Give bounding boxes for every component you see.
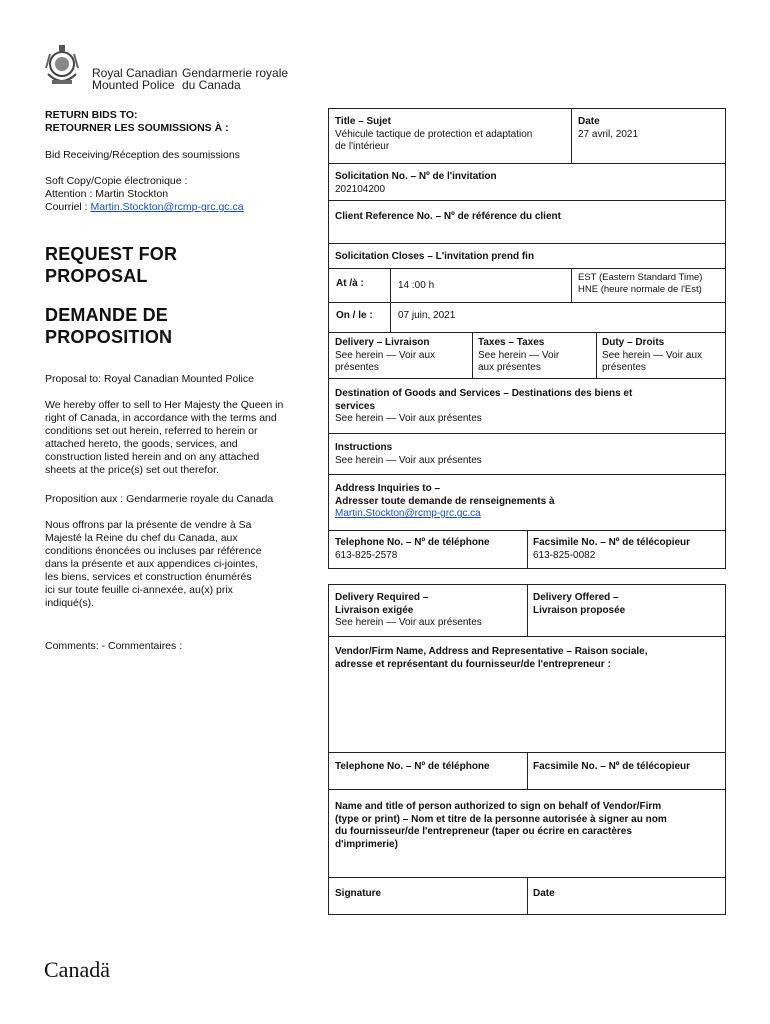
soft-copy-label: Soft Copy/Copie électronique : bbox=[45, 175, 188, 187]
instructions-cell bbox=[335, 442, 482, 467]
taxes-label: Taxes – Taxes bbox=[478, 337, 545, 348]
org-name-en-line1: Royal Canadian bbox=[92, 66, 178, 80]
proposal-to: Proposal to: Royal Canadian Mounted Police bbox=[45, 373, 254, 385]
return-bids-line1: RETURN BIDS TO: bbox=[45, 109, 138, 121]
divider bbox=[571, 108, 572, 163]
address-label-line2: Adresser toute demande de renseignements à bbox=[335, 495, 555, 507]
return-bids-heading bbox=[45, 109, 229, 135]
delivery-cell bbox=[335, 337, 435, 375]
offer-fr-line: ici sur toute feuille ci-annexée, au(x) prix bbox=[45, 584, 233, 596]
offer-en-line: right of Canada, in accordance with the terms and bbox=[45, 412, 277, 424]
offer-en-line: attached hereto, the goods, services, and bbox=[45, 438, 238, 450]
org-name-en bbox=[92, 67, 177, 91]
divider bbox=[328, 243, 726, 244]
offer-fr-line: Nous offrons par la présente de vendre à Sa bbox=[45, 519, 252, 531]
ddp-line2: PROPOSITION bbox=[45, 327, 173, 347]
authorized-line1: Name and title of person authorized to sign on behalf of Vendor/Firm bbox=[335, 801, 662, 812]
authorized-person-cell[interactable] bbox=[335, 801, 667, 851]
divider bbox=[328, 789, 726, 790]
delivery-required-label-line1: Delivery Required – bbox=[335, 592, 429, 603]
divider bbox=[527, 877, 528, 915]
delivery-value-line1: See herein — Voir aux bbox=[335, 349, 436, 361]
authorized-line2: (type or print) – Nom et titre de la personne autorisée à signer au nom bbox=[335, 813, 667, 825]
address-inquiries-cell bbox=[335, 483, 555, 521]
divider bbox=[527, 584, 528, 636]
org-name-fr bbox=[182, 67, 288, 91]
offer-en-line: sheets at the price(s) set out therefor. bbox=[45, 464, 219, 476]
offer-en-paragraph bbox=[45, 399, 315, 477]
offer-fr-line: Majesté la Reine du chef du Canada, aux bbox=[45, 532, 238, 544]
divider bbox=[328, 302, 726, 303]
at-label: At /à : bbox=[336, 278, 364, 289]
delivery-required-cell bbox=[335, 592, 482, 630]
canada-wordmark: Canadä bbox=[44, 957, 110, 982]
destination-label-line2: services bbox=[335, 400, 376, 412]
demande-de-proposition-title bbox=[45, 304, 172, 348]
solicitation-value: 202104200 bbox=[335, 183, 386, 195]
offer-fr-line: dans la présente et aux appendices ci-jointes, bbox=[45, 558, 259, 570]
divider bbox=[571, 268, 572, 302]
telephone-label: Telephone No. – Nº de téléphone bbox=[335, 537, 490, 548]
offer-fr-line: les biens, services et construction énumérés bbox=[45, 571, 252, 583]
delivery-required-value: See herein — Voir aux présentes bbox=[335, 617, 482, 628]
divider bbox=[596, 332, 597, 378]
on-label: On / le : bbox=[336, 310, 373, 321]
delivery-offered-label-line1: Delivery Offered – bbox=[533, 592, 619, 603]
ddp-line1: DEMANDE DE bbox=[45, 305, 169, 325]
signature-date-label[interactable]: Date bbox=[533, 888, 555, 899]
org-name-fr-line2: du Canada bbox=[182, 78, 241, 92]
date-label: Date bbox=[578, 116, 600, 127]
telephone-cell bbox=[335, 537, 490, 562]
divider bbox=[328, 378, 726, 379]
title-value-line1: Véhicule tactique de protection et adaptation bbox=[335, 128, 533, 140]
authorized-line4: d'imprimerie) bbox=[335, 838, 398, 850]
divider bbox=[390, 268, 391, 332]
date-value: 27 avril, 2021 bbox=[578, 128, 639, 140]
divider bbox=[527, 752, 528, 789]
instructions-label: Instructions bbox=[335, 442, 393, 453]
destination-value: See herein — Voir aux présentes bbox=[335, 413, 482, 424]
proposition-aux: Proposition aux : Gendarmerie royale du Canada bbox=[45, 493, 274, 505]
taxes-value-line2: aux présentes bbox=[478, 362, 541, 373]
instructions-value: See herein — Voir aux présentes bbox=[335, 454, 482, 466]
date-cell bbox=[578, 116, 638, 141]
divider bbox=[328, 636, 726, 637]
facsimile-value: 613-825-0082 bbox=[533, 549, 596, 561]
address-label-line1: Address Inquiries to – bbox=[335, 483, 441, 494]
offer-en-line: We hereby offer to sell to Her Majesty the Queen in bbox=[45, 399, 284, 411]
courriel-label: Courriel : bbox=[45, 201, 91, 213]
taxes-cell bbox=[478, 337, 559, 375]
duty-value-line2: présentes bbox=[602, 362, 646, 373]
facsimile-label: Facsimile No. – Nº de télécopieur bbox=[533, 537, 691, 548]
soft-copy-block bbox=[45, 175, 244, 214]
divider bbox=[472, 332, 473, 378]
divider bbox=[328, 433, 726, 434]
title-cell bbox=[335, 116, 532, 154]
offer-fr-paragraph bbox=[45, 519, 315, 610]
on-value: 07 juin, 2021 bbox=[398, 310, 456, 321]
duty-value-line1: See herein — Voir aux bbox=[602, 349, 703, 361]
timezone-en: EST (Eastern Standard Time) bbox=[578, 272, 703, 283]
divider bbox=[328, 332, 726, 333]
delivery-required-label-line2: Livraison exigée bbox=[335, 604, 414, 616]
rfp-line2: PROPOSAL bbox=[45, 266, 148, 286]
vendor-name-cell[interactable] bbox=[335, 646, 648, 671]
offer-en-line: construction listed herein and on any attached bbox=[45, 451, 260, 463]
delivery-offered-cell[interactable] bbox=[533, 592, 625, 617]
vendor-telephone-label[interactable]: Telephone No. – Nº de téléphone bbox=[335, 761, 490, 772]
taxes-value-line1: See herein — Voir bbox=[478, 349, 560, 361]
divider bbox=[328, 268, 726, 269]
delivery-label: Delivery – Livraison bbox=[335, 337, 430, 348]
solicitation-closes-label: Solicitation Closes – L'invitation prend fin bbox=[335, 251, 535, 262]
attention-line: Attention : Martin Stockton bbox=[45, 188, 169, 200]
destination-label-line1: Destination of Goods and Services – Destinations des biens et bbox=[335, 388, 633, 399]
delivery-value-line2: présentes bbox=[335, 362, 379, 373]
timezone-cell bbox=[578, 272, 702, 296]
vendor-label-line1: Vendor/Firm Name, Address and Representative – Raison sociale, bbox=[335, 646, 648, 657]
title-label: Title – Sujet bbox=[335, 116, 391, 127]
destination-cell bbox=[335, 388, 632, 426]
title-value-line2: de l'intérieur bbox=[335, 141, 390, 152]
delivery-offered-label-line2: Livraison proposée bbox=[533, 604, 626, 616]
vendor-facsimile-label[interactable]: Facsimile No. – Nº de télécopieur bbox=[533, 761, 691, 772]
divider bbox=[328, 163, 726, 164]
offer-fr-line: indiqué(s). bbox=[45, 597, 95, 609]
offer-fr-line: conditions énoncées ou incluses par référence bbox=[45, 545, 262, 557]
divider bbox=[328, 200, 726, 201]
vendor-label-line2: adresse et représentant du fournisseur/de l'entrepreneur : bbox=[335, 658, 611, 670]
timezone-fr: HNE (heure normale de l'Est) bbox=[578, 284, 702, 295]
divider bbox=[527, 530, 528, 569]
org-name-fr-line1: Gendarmerie royale bbox=[182, 66, 289, 80]
address-email-link[interactable]: Martin.Stockton@rcmp-grc.gc.ca bbox=[335, 508, 481, 519]
bid-receiving: Bid Receiving/Réception des soumissions bbox=[45, 149, 240, 161]
request-for-proposal-title bbox=[45, 243, 177, 287]
return-bids-line2: RETOURNER LES SOUMISSIONS À : bbox=[45, 122, 229, 134]
at-value: 14 :00 h bbox=[398, 280, 435, 291]
rcmp-crest-icon bbox=[44, 44, 80, 90]
authorized-line3: du fournisseur/de l'entrepreneur (taper ou écrire en caractères bbox=[335, 826, 632, 837]
offer-en-line: conditions set out herein, referred to herein or bbox=[45, 425, 258, 437]
client-reference-label: Client Reference No. – Nº de référence du client bbox=[335, 211, 561, 222]
courriel-line bbox=[45, 201, 244, 214]
telephone-value: 613-825-2578 bbox=[335, 549, 398, 561]
facsimile-cell bbox=[533, 537, 690, 562]
comments-label: Comments: - Commentaires : bbox=[45, 640, 183, 652]
courriel-email-link[interactable]: Martin.Stockton@rcmp-grc.gc.ca bbox=[90, 201, 244, 213]
signature-label[interactable]: Signature bbox=[335, 888, 382, 899]
solicitation-cell bbox=[335, 171, 497, 196]
duty-cell bbox=[602, 337, 702, 375]
duty-label: Duty – Droits bbox=[602, 337, 665, 348]
org-name-en-line2: Mounted Police bbox=[92, 78, 175, 92]
divider bbox=[328, 474, 726, 475]
solicitation-label: Solicitation No. – Nº de l'invitation bbox=[335, 171, 497, 182]
rfp-line1: REQUEST FOR bbox=[45, 244, 178, 264]
